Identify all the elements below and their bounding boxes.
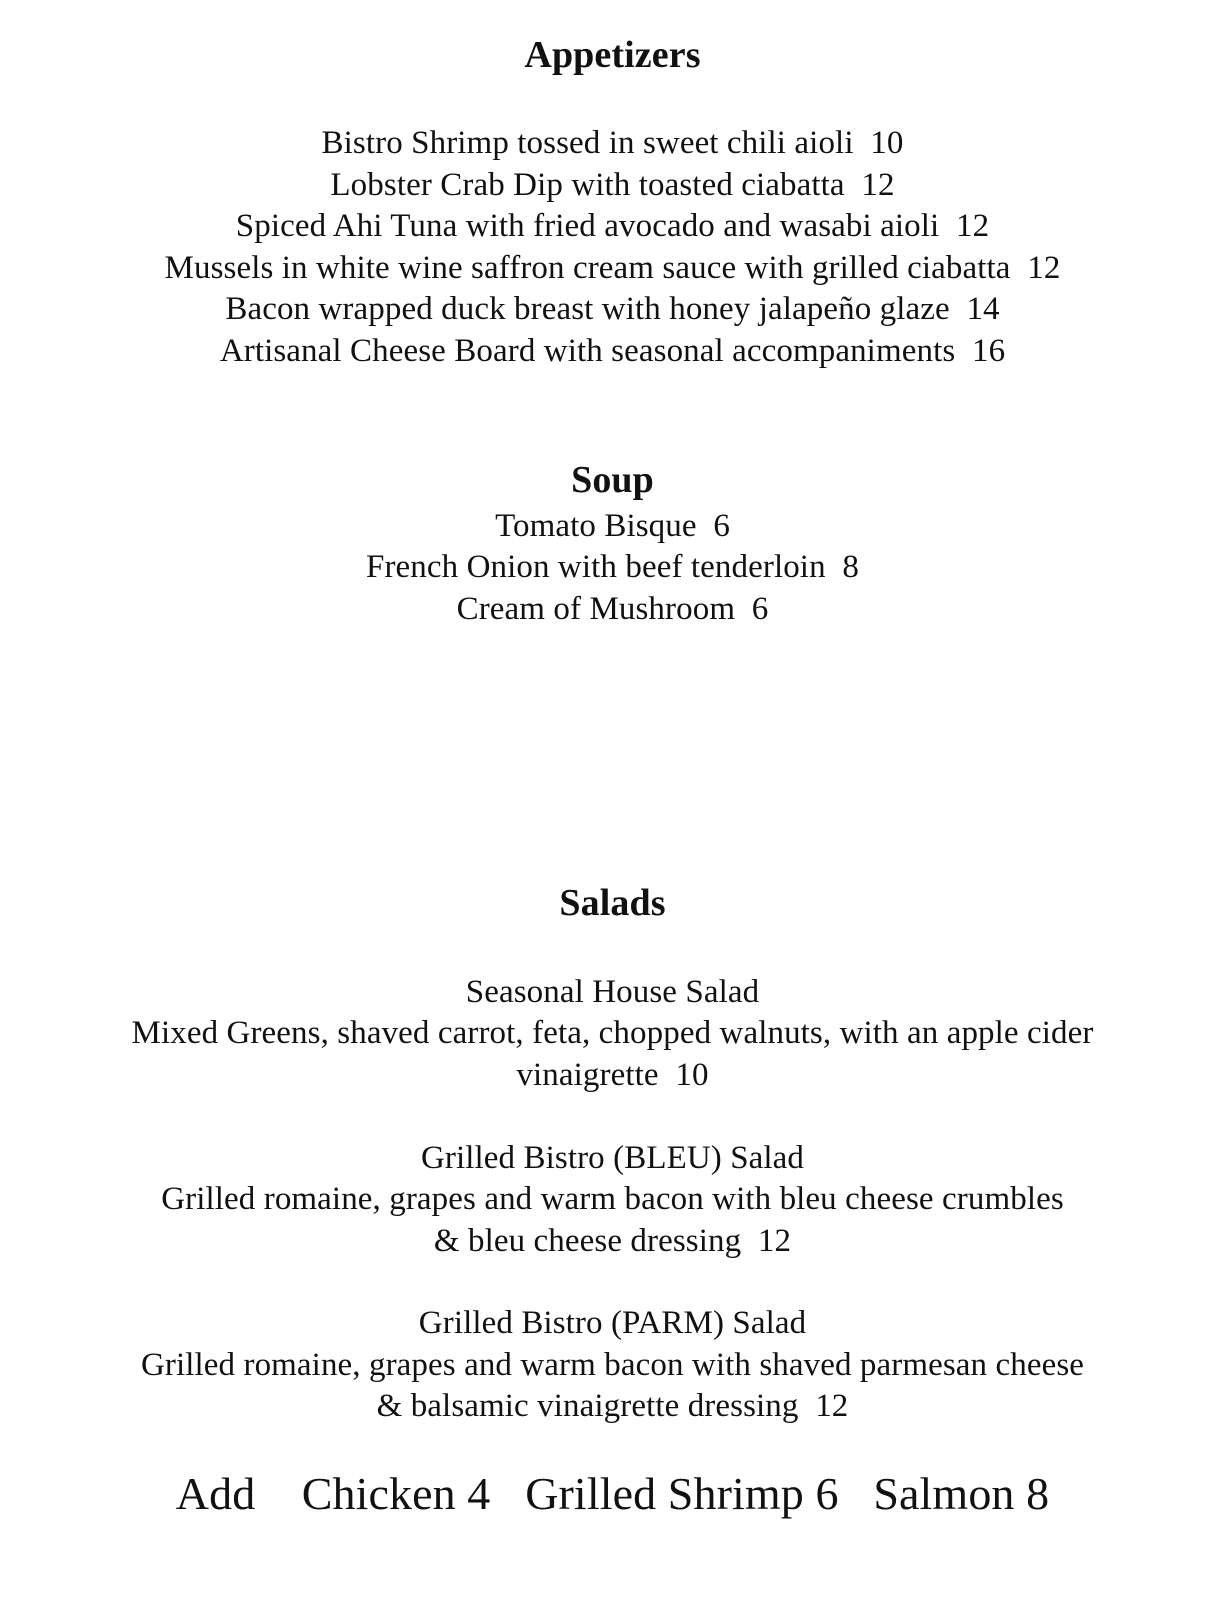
appetizer-item: Spiced Ahi Tuna with fried avocado and wasabi aioli 12 bbox=[235, 208, 990, 244]
soup-heading: Soup bbox=[571, 459, 654, 501]
appetizer-item: Bacon wrapped duck breast with honey jalapeño glaze 14 bbox=[225, 291, 1000, 327]
salad-description: & balsamic vinaigrette dressing 12 bbox=[376, 1388, 849, 1424]
soup-item: Cream of Mushroom 6 bbox=[456, 591, 769, 627]
salad-description: vinaigrette 10 bbox=[516, 1057, 709, 1093]
salad-name: Grilled Bistro (BLEU) Salad bbox=[420, 1140, 805, 1176]
appetizer-item: Mussels in white wine saffron cream sauce with grilled ciabatta 12 bbox=[164, 250, 1061, 286]
salad-description: Grilled romaine, grapes and warm bacon with bleu cheese crumbles bbox=[161, 1181, 1064, 1217]
salad-name: Grilled Bistro (PARM) Salad bbox=[418, 1305, 807, 1341]
appetizer-item: Lobster Crab Dip with toasted ciabatta 12 bbox=[330, 167, 895, 203]
salads-heading: Salads bbox=[559, 882, 666, 924]
protein-addons: Add Chicken 4 Grilled Shrimp 6 Salmon 8 bbox=[175, 1468, 1050, 1519]
salad-description: Grilled romaine, grapes and warm bacon with shaved parmesan cheese bbox=[140, 1347, 1085, 1383]
salad-name: Seasonal House Salad bbox=[465, 974, 760, 1010]
soup-item: French Onion with beef tenderloin 8 bbox=[366, 549, 859, 585]
soup-item: Tomato Bisque 6 bbox=[495, 508, 730, 544]
appetizers-heading: Appetizers bbox=[524, 34, 701, 76]
salad-description: Mixed Greens, shaved carrot, feta, chopped walnuts, with an apple cider bbox=[131, 1015, 1094, 1051]
salad-description: & bleu cheese dressing 12 bbox=[433, 1223, 792, 1259]
appetizer-item: Bistro Shrimp tossed in sweet chili aioli 10 bbox=[321, 125, 904, 161]
appetizer-item: Artisanal Cheese Board with seasonal accompaniments 16 bbox=[219, 333, 1006, 369]
